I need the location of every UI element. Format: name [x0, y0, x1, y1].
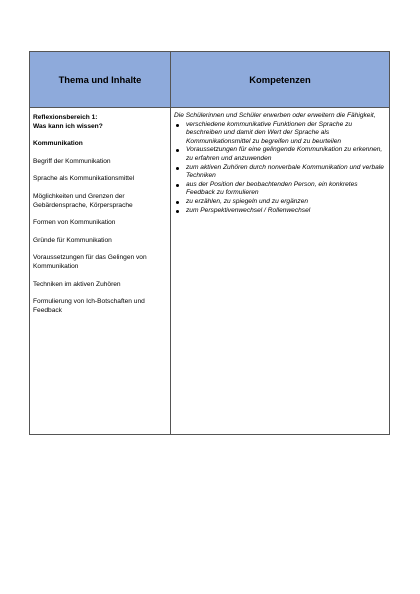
list-item: verschiedene kommunikative Funktionen der Sprache zu beschreiben und damit den Wert der Sprache als Kommunikationsmittel zu begreifen und zu beurteilen — [186, 121, 386, 147]
header-competencies: Kompetenzen — [171, 52, 390, 108]
competency-intro: Die Schülerinnen und Schüler erwerben oder erweitern die Fähigkeit, — [174, 112, 376, 119]
topics-cell — [30, 108, 171, 435]
list-item: zu erzählen, zu spiegeln und zu ergänzen — [186, 198, 386, 207]
topic-item: Gründe für Kommunikation — [33, 236, 112, 244]
topic-item: Begriff der Kommunikation — [33, 157, 111, 165]
topic-item: Möglichkeiten und Grenzen der Gebärdensprache, Körpersprache — [33, 192, 133, 209]
topic-item: Formulierung von Ich-Botschaften und Feedback — [33, 298, 145, 314]
reflection-area-title: Reflexionsbereich 1: — [33, 114, 98, 121]
table-row — [30, 108, 390, 435]
list-item: Voraussetzungen für eine gelingende Kommunikation zu erkennen, zu erfahren und anzuwenden — [186, 146, 386, 163]
topic-item: Formen von Kommunikation — [33, 219, 116, 227]
list-item: zum aktiven Zuhören durch nonverbale Kommunikation und verbale Techniken — [186, 164, 386, 181]
section-heading: Kommunikation — [33, 140, 83, 148]
competency-list — [174, 121, 386, 216]
list-item: aus der Position der beobachtenden Person, ein konkretes Feedback zu formulieren — [186, 181, 386, 198]
competencies-cell — [171, 108, 390, 435]
topic-item: Techniken im aktiven Zuhören — [33, 280, 121, 288]
list-item: zum Perspektivenwechsel / Rollenwechsel — [186, 207, 386, 216]
reflection-area-question: Was kann ich wissen? — [33, 122, 103, 130]
header-topics: Thema und Inhalte — [30, 52, 171, 108]
curriculum-table — [29, 51, 390, 435]
topic-item: Voraussetzungen für das Gelingen von Kommunikation — [33, 254, 147, 270]
table-header-row — [30, 52, 390, 108]
topic-item: Sprache als Kommunikationsmittel — [33, 175, 135, 183]
